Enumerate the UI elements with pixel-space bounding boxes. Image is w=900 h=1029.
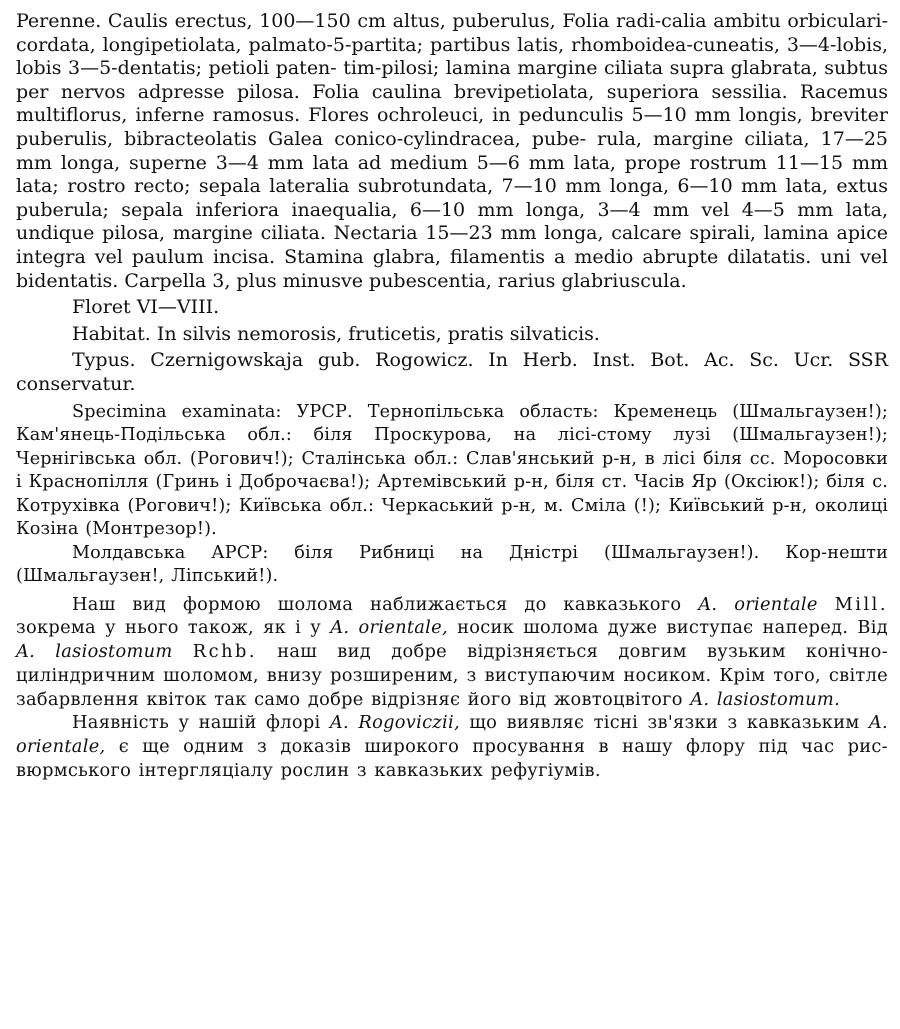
floret-line: Floret VI—VIII. bbox=[72, 296, 220, 319]
comparison-text: носик шолома дуже виступає наперед. Від bbox=[447, 617, 888, 639]
moldavia-part: Молдавська АРСР: біля Рибниці на Дністрі (Шмальгаузен!). Кор- bbox=[72, 542, 828, 563]
specimina-paragraph bbox=[16, 401, 888, 542]
taxon-name: A. Rogoviczii, bbox=[329, 712, 460, 734]
author-abbrev: Mill. bbox=[834, 593, 889, 615]
latin-description-part: tim-pilosi; lamina margine ciliata supra glabrata, subtus per nervos adpresse pilosa. Folia caulina brevipetiolata, superiora sessilia. Racemus multiflorus, inferne ramosus. Flores ochroleuci, in pedunculis 5—10 mm longis, breviter puberulis, bibracteolatis Galea conico-cylindracea, pube- bbox=[16, 57, 888, 150]
conclusion-text: Наявність у нашій флорі bbox=[72, 712, 330, 734]
habitat-line: Habitat. In silvis nemorosis, fruticetis, pratis silvaticis. bbox=[72, 322, 600, 345]
conclusion-text: є ще одним з доказів широкого просування в нашу флору під час рис-вюрмського інтергляціалу рослин з кавказьких рефугіумів. bbox=[16, 736, 888, 782]
taxon-name: A. lasiostomum bbox=[16, 641, 173, 663]
specimina-part: Specimina examinata: УРСР. Тернопільська область: Кременець (Шмальгаузен!); Кам'янець-Подільська обл.: біля Проскурова, на лісі- bbox=[16, 401, 888, 445]
conclusion-paragraph bbox=[16, 711, 888, 782]
comparison-paragraph bbox=[16, 593, 888, 712]
latin-description-part: rula, margine ciliata, 17—25 mm longa, superne 3—4 mm lata ad medium 5—6 mm lata, prope rostrum 11—15 mm lata; rostro recto; sepala lateralia subrotundata, 7—10 mm longa, 6—10 mm lata, extus puberula; sepala inferiora inaequalia, 6—10 mm longa, 3—4 mm vel 4—5 mm lata, undique pilosa, margine ciliata. Nectaria 15—23 mm longa, calcare spirali, lamina apice integra vel paulum incisa. Stamina glabra, filamentis a medio abrupte dilatatis. uni vel bidentatis. Carpella 3, plus minusve pubescentia, rarius glabriuscula. bbox=[16, 127, 888, 292]
comparison-text: зокрема у нього також, як і у bbox=[16, 617, 331, 639]
comparison-text: Наш вид формою шолома наближається до кавказького bbox=[72, 593, 699, 615]
taxon-name: A. orientale, bbox=[16, 712, 888, 758]
latin-description bbox=[16, 10, 888, 293]
latin-description-part: calia ambitu orbiculari-cordata, longipetiolata, palmato-5-partita; partibus latis, rhomboidea-cuneatis, 3—4-lobis, lobis 3—5-dentatis; petioli paten- bbox=[16, 10, 888, 80]
author-abbrev: Rchb. bbox=[192, 641, 258, 663]
conclusion-text: що виявляє тісні зв'язки з кавказьким bbox=[459, 712, 869, 734]
moldavia-part: нешти (Шмальгаузен!, Ліпський!). bbox=[16, 542, 888, 586]
latin-description-line: Perenne. Caulis erectus, 100—150 cm altus, puberulus, Folia radi- bbox=[16, 10, 662, 32]
typus-paragraph: Typus. Czernigowskaja gub. Rogowicz. In Herb. Inst. Bot. Ac. Sc. Ucr. SSR conservatur. bbox=[16, 349, 888, 395]
taxon-name: A. lasiostomum. bbox=[690, 688, 841, 710]
moldavia-paragraph bbox=[16, 542, 888, 589]
taxon-name: A. orientale bbox=[698, 593, 818, 615]
comparison-text: наш вид добре відрізняється довгим вузьким конічно-циліндричним шоломом, внизу розширеним, з виступаючим носиком. Крім того, світле забарвлення квіток так само добре відрізняє його від жовтоцвітого bbox=[16, 641, 888, 710]
taxon-name: A. orientale, bbox=[330, 617, 448, 639]
specimina-part: стому лузі (Шмальгаузен!); Чернігівська обл. (Рогович!); Сталінська обл.: Слав'янський р-н, в лісі біля сс. Моросовки і Краснопілля (Гринь і Доброчаєва!); Артемівський р-н, біля ст. Часів Яр (Оксіюк!); біля с. Котрухівка (Рогович!); Київська обл.: Черкаський р-н, м. Сміла (!); Київський р-н, околиці Козіна (Монтрезор!). bbox=[16, 425, 889, 539]
